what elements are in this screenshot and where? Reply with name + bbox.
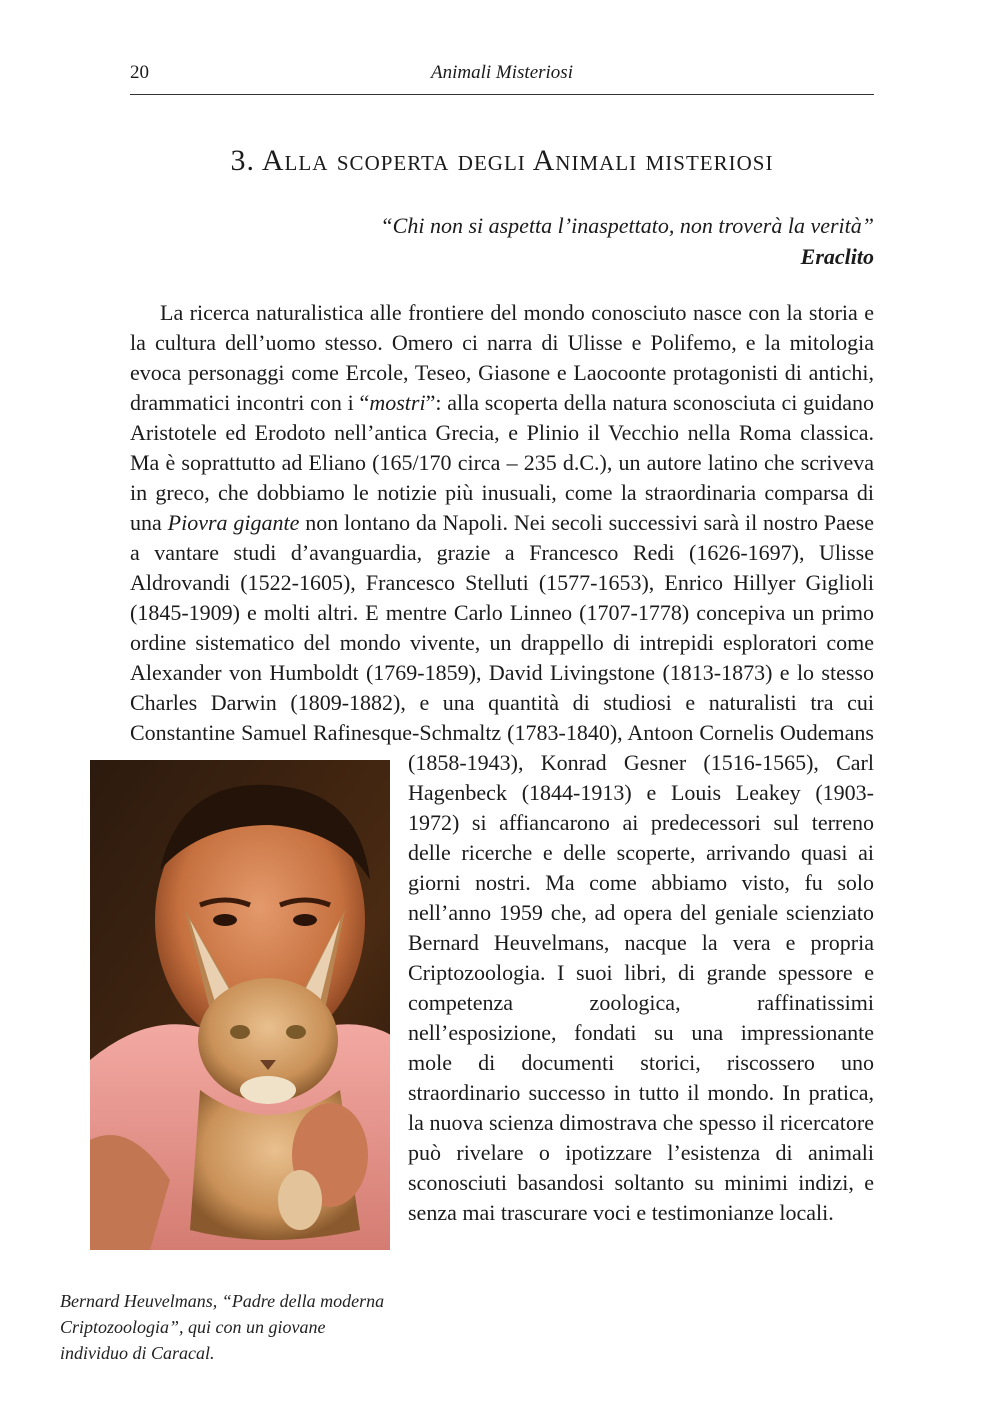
caption-italic: Padre della moderna Criptozoologia <box>60 1291 385 1337</box>
paragraph-text: Antoon Cornelis Oudemans (1858-1943), Konrad Gesner (1516-1565), Carl Hagenbeck (1844-1913) e Louis Leakey (1903-1972) si affiancarono ai predecessori sul terreno delle ricerche e delle scoperte, arrivando quasi ai giorni nostri. Ma come abbiamo visto, fu solo nell’anno 1959 che, ad opera del geniale scienziato Bernard Heuvelmans, nacque la vera e propria Criptozoologia. I suoi libri, di grande spessore e competenza zoologica, raffinatissimi nell’esposizione, fondati su una impressionante mole di documenti storici, riscossero uno straordinario successo in tutto il mondo. In pratica, la nuova scienza dimostrava che spesso il ricercatore può rivelare o ipotizzare l’esistenza di animali sconosciuti basandosi soltanto su minimi indizi, e senza mai trascurare voci e testimonianze locali. <box>408 720 874 1225</box>
epigraph-quote: “Chi non si aspetta l’inaspettato, non troverà la verità” <box>380 213 874 238</box>
paragraph-text: ”: alla scoperta della natura sconosciuta ci guidano Aristotele ed Erodoto nell’antica Grecia, e Plinio il Vecchio nella Roma classica. Ma è soprattutto ad Eliano (165/170 circa – 235 d.C.), un autore latino che scriveva in greco, che dobbiamo le notizie più inusuali, come la straordinaria comparsa di una <box>130 390 874 535</box>
photo-image <box>90 760 390 1250</box>
running-title: Animali Misteriosi <box>431 62 573 83</box>
epigraph-author: Eraclito <box>800 244 874 269</box>
epigraph <box>380 210 874 272</box>
caption-text: ”, qui con un giovane individuo di Caracal. <box>60 1317 326 1363</box>
figure <box>60 760 390 1250</box>
emphasis-mostri: mostri <box>369 390 426 415</box>
chapter-title: 3. Alla scoperta degli Animali misteriosi <box>230 144 774 177</box>
figure-caption <box>60 1288 390 1366</box>
paragraph-text: non lontano da Napoli. Nei secoli successivi sarà il nostro Paese a vantare studi d’avanguardia, grazie a Francesco Redi (1626-1697), Ulisse Aldrovandi (1522-1605), Francesco Stelluti (1577-1653), Enrico Hillyer Giglioli (1845-1909) e molti altri. E mentre Carlo Linneo (1707-1778) concepiva un primo ordine sistematico del mondo vivente, un drappello di intrepidi esploratori come Alexander von Humboldt (1769-1859), David Livingstone (1813-1873) e lo stesso Charles Darwin (1809-1882), e una quantità di studiosi e naturalisti tra cui Constantine Samuel Rafinesque-Schmaltz (1783-1840), <box>130 510 875 745</box>
emphasis-piovra: Piovra gigante <box>167 510 300 535</box>
body-text <box>130 298 874 1250</box>
paragraph-text: La ricerca naturalistica alle frontiere del mondo conosciuto nasce con la storia e la cultura dell’uomo stesso. Omero ci narra di Ulisse e Polifemo, e la mitologia evoca personaggi come Ercole, Teseo, Giasone e Laocoonte protagonisti di antichi, drammatici incontri con i “ <box>130 300 874 415</box>
paragraph <box>130 298 874 1228</box>
page-number: 20 <box>130 62 149 83</box>
heuvelmans-photo <box>60 760 390 1250</box>
caption-text: Bernard Heuvelmans, “ <box>60 1291 232 1311</box>
page-header <box>130 58 874 95</box>
